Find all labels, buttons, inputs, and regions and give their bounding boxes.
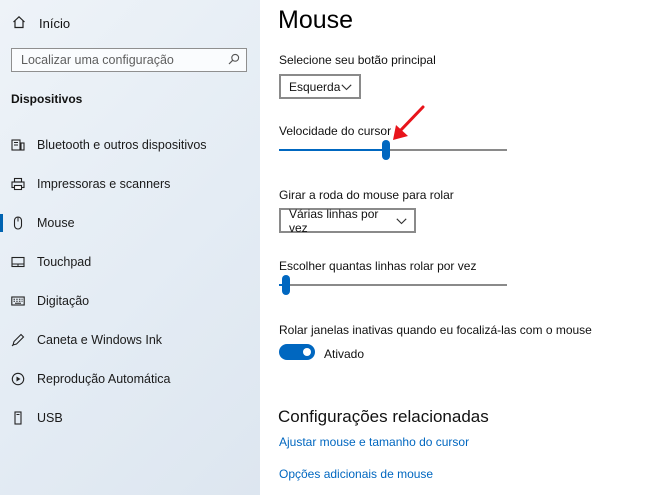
scroll-mode-value: Várias linhas por vez — [289, 206, 379, 235]
sidebar-item-label: Touchpad — [37, 255, 92, 269]
scroll-mode-dropdown[interactable] — [279, 208, 416, 233]
toggle-knob — [303, 348, 311, 356]
main-panel — [260, 0, 660, 495]
sidebar-item-label: Bluetooth e outros dispositivos — [37, 138, 207, 152]
mouse-icon — [11, 216, 25, 230]
chevron-down-icon — [396, 214, 407, 228]
scroll-lines-slider[interactable] — [279, 273, 507, 297]
scroll-mode-label: Girar a roda do mouse para rolar — [279, 188, 454, 202]
inactive-scroll-state: Ativado — [324, 347, 365, 361]
home-icon — [12, 15, 39, 32]
link-adjust-mouse-cursor-size[interactable]: Ajustar mouse e tamanho do cursor — [279, 435, 470, 449]
link-additional-mouse-options[interactable]: Opções adicionais de mouse — [279, 467, 434, 481]
sidebar-item-label: Impressoras e scanners — [37, 177, 171, 191]
primary-button-label: Selecione seu botão principal — [279, 53, 436, 67]
sidebar-item-label: Mouse — [37, 216, 75, 230]
scroll-lines-label: Escolher quantas linhas rolar por vez — [279, 259, 477, 273]
sidebar-item-autoplay[interactable] — [0, 362, 260, 396]
page-title: Mouse — [278, 6, 354, 34]
chevron-down-icon — [341, 80, 352, 94]
sidebar-item-mouse[interactable] — [0, 206, 260, 240]
slider-fill — [279, 149, 386, 151]
annotation-arrow-icon — [390, 103, 430, 143]
bluetooth-devices-icon — [11, 138, 25, 152]
sidebar-item-touchpad[interactable] — [0, 245, 260, 279]
related-settings-title: Configurações relacionadas — [278, 407, 489, 426]
sidebar-item-label: Reprodução Automática — [37, 372, 171, 386]
search-icon[interactable] — [228, 53, 240, 68]
sidebar-item-label: Caneta e Windows Ink — [37, 333, 163, 347]
sidebar — [0, 0, 260, 495]
touchpad-icon — [11, 255, 25, 269]
sidebar-item-bluetooth[interactable] — [0, 128, 260, 162]
sidebar-item-pen[interactable] — [0, 323, 260, 357]
sidebar-item-printers[interactable] — [0, 167, 260, 201]
inactive-scroll-toggle[interactable] — [279, 344, 315, 360]
nav-home-label: Início — [39, 15, 71, 31]
nav-home[interactable] — [12, 13, 70, 33]
section-title: Dispositivos — [11, 92, 83, 106]
search-input[interactable] — [11, 48, 247, 72]
primary-button-value: Esquerda — [289, 79, 341, 94]
slider-thumb[interactable] — [382, 140, 390, 160]
keyboard-icon — [11, 294, 25, 308]
slider-track — [279, 284, 507, 286]
usb-icon — [11, 411, 25, 425]
pen-icon — [11, 333, 25, 347]
inactive-scroll-label: Rolar janelas inativas quando eu focalizá-las com o mouse — [279, 323, 592, 337]
sidebar-item-label: USB — [37, 411, 63, 425]
cursor-speed-label: Velocidade do cursor — [279, 124, 392, 138]
sidebar-item-label: Digitação — [37, 294, 90, 308]
printer-icon — [11, 177, 25, 191]
sidebar-item-usb[interactable] — [0, 401, 260, 435]
primary-button-dropdown[interactable] — [279, 74, 361, 99]
autoplay-icon — [11, 372, 25, 386]
sidebar-item-typing[interactable] — [0, 284, 260, 318]
slider-thumb[interactable] — [282, 275, 290, 295]
search-placeholder: Localizar uma configuração — [21, 53, 174, 67]
